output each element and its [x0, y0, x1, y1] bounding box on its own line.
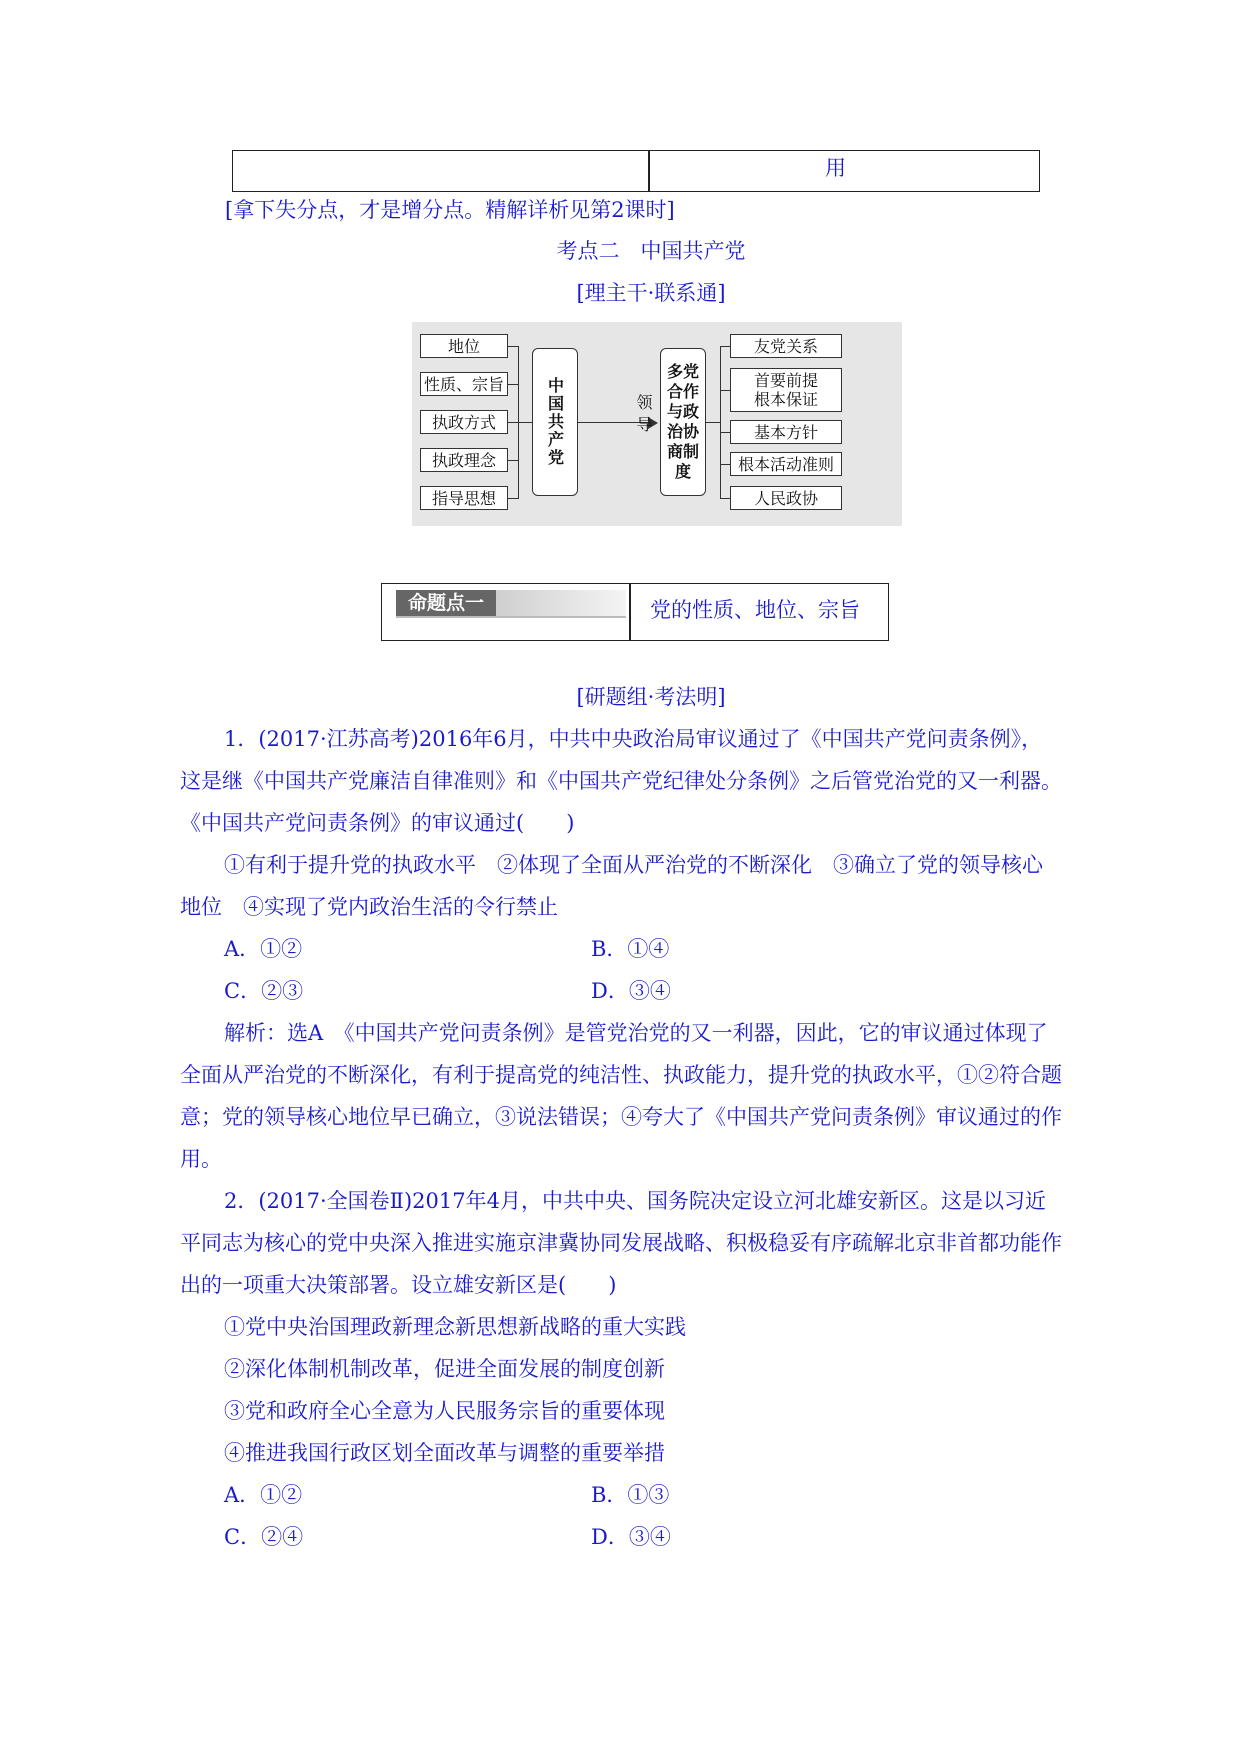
q2-statement-line: ②深化体制机制改革，促进全面发展的制度创新: [224, 1357, 665, 1381]
diagram-right-item: 根本活动准则: [730, 452, 842, 476]
q1-stem-line: 《中国共产党问责条例》的审议通过( ): [180, 811, 575, 835]
diagram-left-item: 执政方式: [420, 410, 508, 434]
connector-line: [518, 422, 532, 423]
diagram-left-item: 性质、宗旨: [420, 372, 508, 396]
connector-line: [720, 346, 730, 347]
q1-stem-line: 这是继《中国共产党廉洁自律准则》和《中国共产党纪律处分条例》之后管党治党的又一利器。: [180, 769, 1062, 793]
q2-statement-line: ③党和政府全心全意为人民服务宗旨的重要体现: [224, 1399, 665, 1423]
top-table-fragment: [232, 150, 1040, 192]
q2-option-b: B．①③: [591, 1483, 670, 1507]
diagram-center-box: [532, 348, 578, 496]
connector-line: [720, 432, 730, 433]
subheading-lizhugan: [理主干·联系通]: [576, 281, 726, 305]
q1-option-b: B．①④: [591, 937, 670, 961]
connector-line: [720, 390, 730, 391]
connector-line: [508, 460, 518, 461]
q2-stem-line: 2．(2017·全国卷Ⅱ)2017年4月，中共中央、国务院决定设立河北雄安新区。这是以习近: [224, 1189, 1046, 1213]
topic-table: [381, 583, 889, 641]
connector-line: [706, 422, 720, 423]
diagram-middle-text: 多党合作与政治协商制度: [666, 362, 699, 481]
connector-line: [720, 498, 730, 499]
connector-line: [508, 422, 518, 423]
q1-option-c: C．②③: [224, 979, 304, 1003]
q1-option-a: A．①②: [224, 937, 303, 961]
q2-statement-line: ①党中央治国理政新理念新思想新战略的重大实践: [224, 1315, 686, 1339]
q1-analysis-line: 全面从严治党的不断深化，有利于提高党的纯洁性、执政能力，提升党的执政水平，①②符合题: [180, 1063, 1062, 1087]
q1-statement-line: ①有利于提升党的执政水平 ②体现了全面从严治党的不断深化 ③确立了党的领导核心: [224, 853, 1043, 877]
arrow-label: 领导: [634, 394, 653, 438]
q1-stem-line: 1．(2017·江苏高考)2016年6月，中共中央政治局审议通过了《中国共产党问责条例》，: [224, 727, 1043, 751]
diagram-right-item: 人民政协: [730, 486, 842, 510]
diagram-left-item: 地位: [420, 334, 508, 358]
q2-stem-line: 平同志为核心的党中央深入推进实施京津冀协同发展战略、积极稳妥有序疏解北京非首都功能作: [180, 1231, 1062, 1255]
table-cell-text: 用: [825, 156, 846, 180]
concept-diagram: [412, 322, 902, 526]
q1-option-d: D．③④: [591, 979, 671, 1003]
diagram-right-item: 首要前提根本保证: [730, 368, 842, 412]
q1-statement-line: 地位 ④实现了党内政治生活的令行禁止: [180, 895, 558, 919]
q1-analysis-line: 解析：选A 《中国共产党问责条例》是管党治党的又一利器，因此，它的审议通过体现了: [224, 1021, 1048, 1045]
section-title: 考点二 中国共产党: [556, 239, 746, 263]
subheading-yantizu: [研题组·考法明]: [576, 685, 726, 709]
note-line: [拿下失分点，才是增分点。精解详析见第2课时]: [225, 198, 675, 222]
table-divider: [629, 584, 631, 640]
connector-line: [508, 346, 518, 347]
diagram-center-text: 中国共产党: [545, 377, 565, 467]
q2-option-a: A．①②: [224, 1483, 303, 1507]
connector-line: [508, 384, 518, 385]
diagram-middle-box: [660, 348, 706, 496]
diagram-right-item: 基本方针: [730, 420, 842, 444]
q1-analysis-line: 用。: [180, 1147, 222, 1171]
table-divider: [648, 151, 650, 191]
diagram-left-item: 指导思想: [420, 486, 508, 510]
connector-line: [508, 498, 518, 499]
connector-line: [720, 464, 730, 465]
q2-option-d: D．③④: [591, 1525, 671, 1549]
connector-line: [720, 346, 721, 499]
q1-analysis-line: 意；党的领导核心地位早已确立，③说法错误；④夸大了《中国共产党问责条例》审议通过的作: [180, 1105, 1062, 1129]
diagram-left-item: 执政理念: [420, 448, 508, 472]
q2-stem-line: 出的一项重大决策部署。设立雄安新区是( ): [180, 1273, 617, 1297]
q2-statement-line: ④推进我国行政区划全面改革与调整的重要举措: [224, 1441, 665, 1465]
topic-text: 党的性质、地位、宗旨: [650, 598, 860, 622]
q2-option-c: C．②④: [224, 1525, 304, 1549]
topic-badge-shadow: [496, 590, 626, 616]
topic-badge: 命题点一: [396, 590, 496, 616]
diagram-right-item: 友党关系: [730, 334, 842, 358]
topic-underline: [396, 616, 626, 618]
